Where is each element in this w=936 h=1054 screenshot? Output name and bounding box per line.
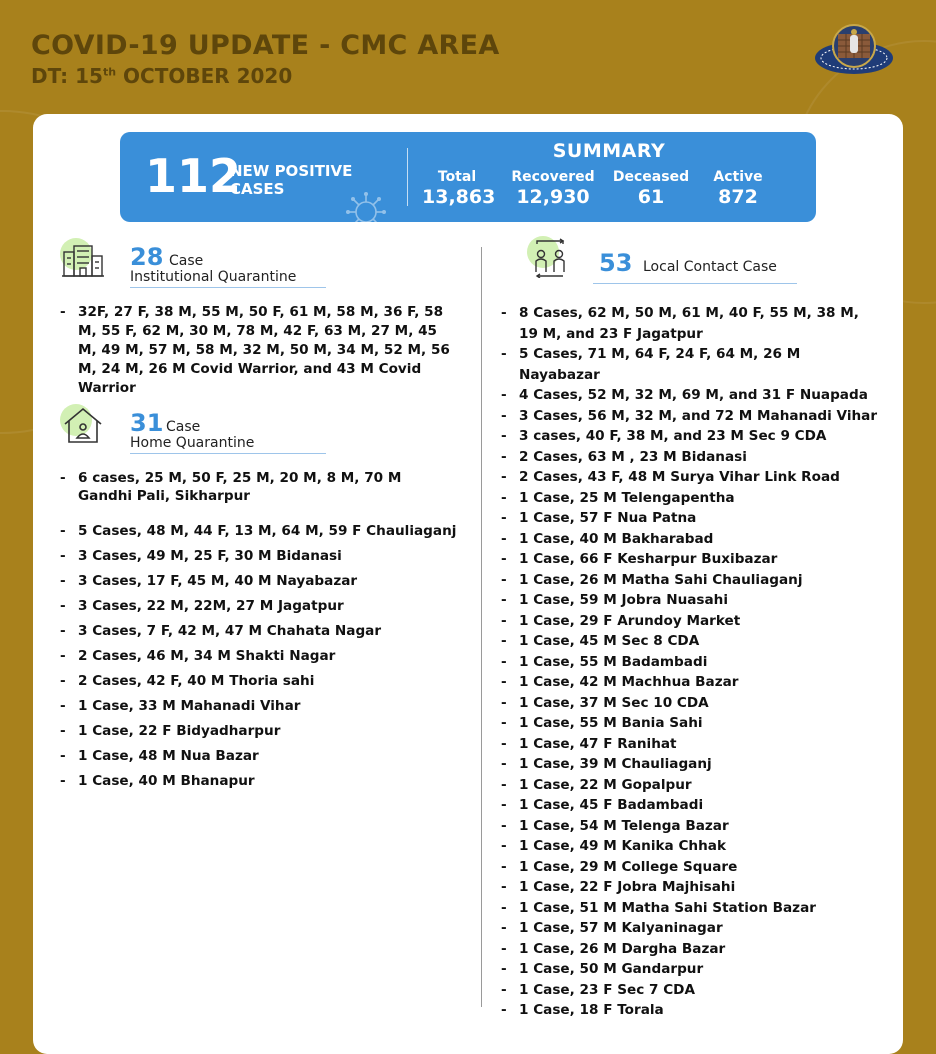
building-icon [60,238,106,280]
stat-value: 12,930 [516,186,590,208]
list-item: - 1 Case, 33 M Mahanadi Vihar [60,697,460,715]
list-item: - 2 Cases, 42 F, 40 M Thoria sahi [60,672,460,690]
date-prefix: DT: 15 [31,64,103,88]
list-item: - 1 Case, 66 F Kesharpur Buxibazar [501,549,881,570]
list-item: - 1 Case, 29 F Arundoy Market [501,611,881,632]
stat-active [708,169,768,208]
institutional-case-word: Case [169,253,204,269]
summary-title: SUMMARY [552,140,666,162]
list-item: - 1 Case, 26 M Dargha Bazar [501,939,881,960]
local-title: Local Contact Case [643,259,777,275]
list-item: - 1 Case, 57 F Nua Patna [501,508,881,529]
banner-divider [407,148,408,206]
cmc-logo-icon [813,20,895,82]
stat-label: Deceased [612,169,690,185]
list-item: - 3 cases, 40 F, 38 M, and 23 M Sec 9 CDA [501,426,881,447]
list-item: - 1 Case, 55 M Badambadi [501,652,881,673]
list-item: - 1 Case, 22 F Bidyadharpur [60,722,460,740]
list-item: - 1 Case, 47 F Ranihat [501,734,881,755]
list-item: - 1 Case, 18 F Torala [501,1000,881,1021]
list-item: - 1 Case, 29 M College Square [501,857,881,878]
local-count: 53 [599,249,633,277]
list-item: - 1 Case, 48 M Nua Bazar [60,747,460,765]
new-positive-count: 112 [145,149,242,203]
list-item: - 2 Cases, 63 M , 23 M Bidanasi [501,447,881,468]
list-item: - 3 Cases, 17 F, 45 M, 40 M Nayabazar [60,572,460,590]
list-item: - 1 Case, 39 M Chauliaganj [501,754,881,775]
home-list [60,469,460,797]
list-item: - 1 Case, 54 M Telenga Bazar [501,816,881,837]
new-positive-label: NEW POSITIVE CASES [230,162,353,198]
page-title: COVID-19 UPDATE - CMC AREA [31,30,500,61]
list-item: - 3 Cases, 22 M, 22M, 27 M Jagatpur [60,597,460,615]
stat-label: Active [713,169,763,185]
list-item: - 1 Case, 49 M Kanika Chhak [501,836,881,857]
report-date [31,64,292,88]
local-contact-list [501,303,881,1021]
home-count: 31 [130,409,164,437]
date-rest: OCTOBER 2020 [116,64,293,88]
stat-deceased [610,169,692,208]
list-item: - 2 Cases, 43 F, 48 M Surya Vihar Link Road [501,467,881,488]
list-item: - 1 Case, 40 M Bakharabad [501,529,881,550]
stat-value: 61 [637,186,665,208]
list-item: - 1 Case, 23 F Sec 7 CDA [501,980,881,1001]
list-item: - 3 Cases, 49 M, 25 F, 30 M Bidanasi [60,547,460,565]
list-item: - 1 Case, 51 M Matha Sahi Station Bazar [501,898,881,919]
list-item: - 1 Case, 25 M Telengapentha [501,488,881,509]
list-item: - 6 cases, 25 M, 50 F, 25 M, 20 M, 8 M, 70 M Gandhi Pali, Sikharpur [60,469,460,505]
list-item: - 3 Cases, 56 M, 32 M, and 72 M Mahanadi Vihar [501,406,881,427]
home-case-word: Case [166,419,201,435]
list-item: - 1 Case, 40 M Bhanapur [60,772,460,790]
list-item: - 1 Case, 26 M Matha Sahi Chauliaganj [501,570,881,591]
list-item: - 1 Case, 42 M Machhua Bazar [501,672,881,693]
home-title: Home Quarantine [130,435,255,451]
virus-icon [342,190,390,222]
stat-value: 872 [718,186,758,208]
list-item: - 8 Cases, 62 M, 50 M, 61 M, 40 F, 55 M, 38 M, 19 M, and 23 F Jagatpur [501,303,881,344]
list-item: - 1 Case, 45 M Sec 8 CDA [501,631,881,652]
stat-value: 13,863 [422,186,496,208]
list-item: - 2 Cases, 46 M, 34 M Shakti Nagar [60,647,460,665]
stat-total [422,169,496,208]
date-suffix-sup: th [102,65,117,79]
list-item: - 1 Case, 22 F Jobra Majhisahi [501,877,881,898]
stat-label: Recovered [511,169,595,185]
list-item: - 3 Cases, 7 F, 42 M, 47 M Chahata Nagar [60,622,460,640]
contact-people-icon [527,236,573,278]
content-card [33,114,903,1054]
list-item: - 1 Case, 57 M Kalyaninagar [501,918,881,939]
summary-banner [120,132,816,222]
stat-recovered [510,169,596,208]
list-item: - 5 Cases, 71 M, 64 F, 24 F, 64 M, 26 M Nayabazar [501,344,881,385]
list-item: - 1 Case, 22 M Gopalpur [501,775,881,796]
institutional-list [60,303,460,398]
list-item: - 1 Case, 45 F Badambadi [501,795,881,816]
list-item: - 1 Case, 37 M Sec 10 CDA [501,693,881,714]
column-divider [481,247,482,1007]
institutional-title: Institutional Quarantine [130,269,297,285]
institutional-count: 28 [130,243,164,271]
home-person-icon [60,404,106,446]
section-underline [130,287,326,288]
list-item: - 5 Cases, 48 M, 44 F, 13 M, 64 M, 59 F Chauliaganj [60,522,460,540]
list-item: - 32F, 27 F, 38 M, 55 M, 50 F, 61 M, 58 M, 36 F, 58 M, 55 F, 62 M, 30 M, 78 M, 42 F, 63 M, 27 M, 45 M, 49 M, 57 M, 58 M, 32 M, 50 M, 34 M, 52 M, 56 M, 24 M, 26 M Covid Warrior, and 43 M Covid Warrior [60,303,460,398]
list-item: - 1 Case, 55 M Bania Sahi [501,713,881,734]
list-item: - 1 Case, 59 M Jobra Nuasahi [501,590,881,611]
section-underline [593,283,797,284]
section-underline [130,453,326,454]
stat-label: Total [437,169,477,185]
list-item: - 1 Case, 50 M Gandarpur [501,959,881,980]
list-item: - 4 Cases, 52 M, 32 M, 69 M, and 31 F Nuapada [501,385,881,406]
